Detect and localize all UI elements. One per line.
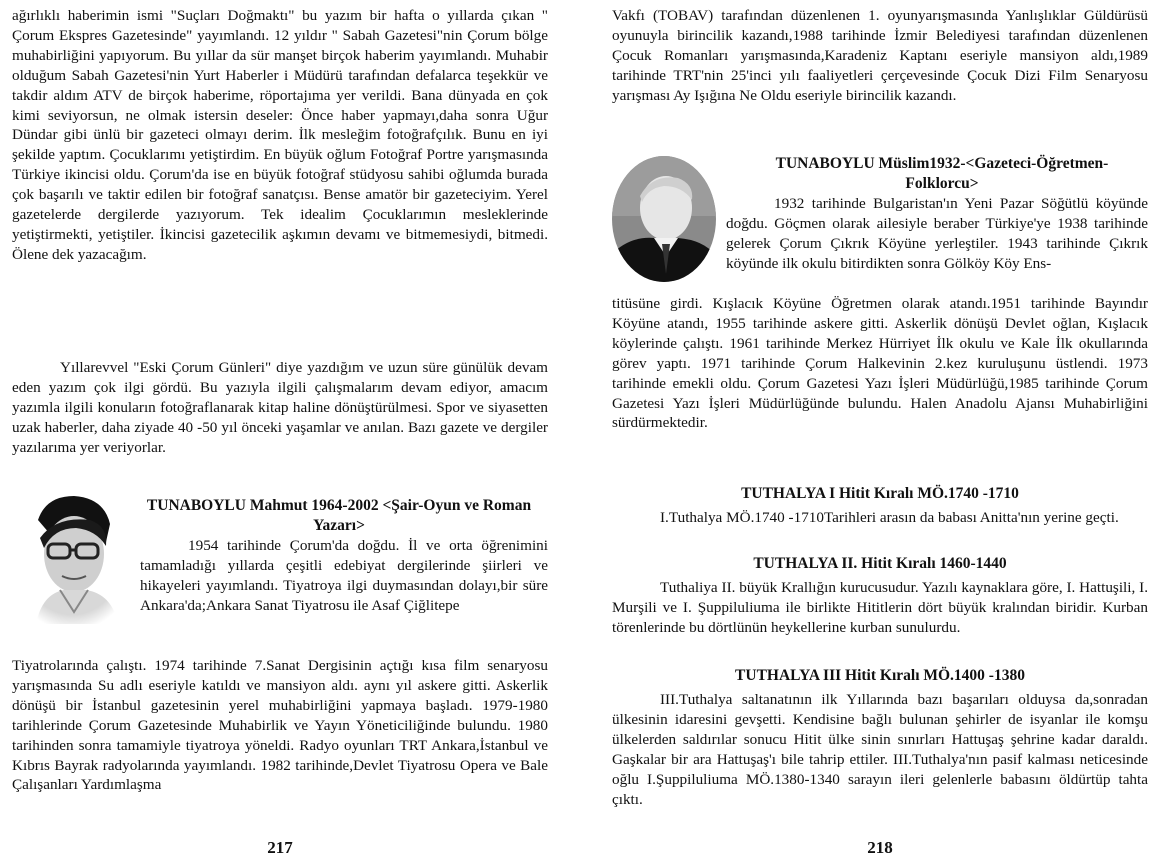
tuthalya-3-heading: TUTHALYA III Hitit Kıralı MÖ.1400 -1380 (735, 667, 1025, 684)
intro-paragraph-right: Vakfı (TOBAV) tarafından düzenlenen 1. oyunyarışmasında Yanlışlıklar Güldürüsü oyunuyla birincilik kazandı,1988 tarihinde İzmir Belediyesi tarafından düzenlenen Çocuk Romanları yarışmasında,Karadeniz Kaptanı eseriyle mansiyon aldı,1989 tarihinde TRT'nin 25'inci yılı faaliyetleri çerçevesinde Çocuk Dizi Film Senaryosu yarışması Ay Işığına Ne Oldu eseriyle birincilik kazandı. (612, 7, 1148, 104)
entry-heading-muslim: TUNABOYLU Müslim1932-<Gazeteci-Öğretmen-Folklorcu> (775, 155, 1109, 192)
entry-heading-mahmut: TUNABOYLU Mahmut 1964-2002 <Şair-Oyun ve Roman Yazarı> (146, 497, 532, 534)
right-page (612, 0, 1148, 868)
tuthalya-1-heading: TUTHALYA I Hitit Kıralı MÖ.1740 -1710 (741, 485, 1019, 502)
page-number-left: 217 (267, 838, 293, 857)
portrait-muslim-photo (612, 156, 716, 282)
tuthalya-2-text: Tuthaliya II. büyük Krallığın kurucusudur. Yazılı kaynaklara göre, I. Hattuşili, I. Murşili ve I. Şuppiluliuma ile birlikte Hititlerin dört büyük kralından biridir. Kurban törenlerinde bu dörtlünün heykellerine kurban sunulurdu. (612, 579, 1148, 636)
page-number-right: 218 (867, 838, 893, 857)
tuthalya-3-text: III.Tuthalya saltanatının ilk Yıllarında bazı başarıları olduysa da,sonradan ülkesinin idaresini gevşetti. Kendisine bağlı bulunan şehirler de isyanlar ile komşu ülkelerden saldırılar sonucu Hitit ülke sinin sınırları Hattuşaş şehrine kadar daraldı. Gaşkalar bir ara Hattuşaş'ı bile tahrip ettiler. III.Tuthalya'nın pasif kalması neticesinde oğlu I.Şuppiluliuma MÖ.1380-1340 sarayın ileri gelenlerle babasını öldürtüp tahta çıktı. (612, 691, 1148, 808)
intro-paragraph-2: Yıllarevvel "Eski Çorum Günleri" diye yazdığım ve uzun süre günülük devam eden yazım çok ilgi gördü. Bu yazıyla ilgili çalışmalarım devam ediyor, amacım yazımla ilgili konuların fotoğraflanarak kitap haline dönüştürülmesi. Spor ve siyasetten uzak haberler, daha ziyade 40 -50 yıl önceki yaşamlar ve anılan. Bazı gazete ve dergiler yazılarıma yer veriyorlar. (12, 359, 548, 456)
tuthalya-2-heading: TUTHALYA II. Hitit Kıralı 1460-1440 (753, 555, 1007, 572)
entry-text-below-right: titüsüne girdi. Kışlacık Köyüne Öğretmen olarak atandı.1951 tarihinde Bayındır Köyüne atandı, 1955 tarihinde askere gitti. Askerlik dönüşü Devlet oğlan, Kışlacık köylerinde çalıştı. 1961 tarihinde Merkez Hürriyet İlk okulu ve Kale İlk okullarında görev yaptı. 1971 tarihinde Çorum Halkevinin 2.kez kuruluşunu üstlendi. 1973 tarihinde emekli oldu. Çorum Gazetesi Yazı İşleri Müdürlüğü,1985 tarihinde Çorum Gazetesi Yazı İşleri Müdürlüğünde bulundu. Halen Anadolu Ajansı Muhabirliğini sürdürmektedir. (612, 295, 1148, 432)
entry-text-beside-photo-right: 1932 tarihinde Bulgaristan'ın Yeni Pazar Söğütlü köyünde doğdu. Göçmen olarak ailesiyle beraber Türkiye'ye 1938 tarihinde gelerek Çorum Çıkrık Köyüne yerleştiler. 1943 tarihinde Çıkrık köyünde ilk okulu bitirdikten sonra Gölköy Köy Ens- (726, 195, 1148, 272)
left-page (12, 0, 548, 868)
entry-text-below: Tiyatrolarında çalıştı. 1974 tarihinde 7.Sanat Dergisinin açtığı kısa film senaryosu yarışmasında Su adlı eseriyle katıldı ve mansiyon aldı. aynı yıl askere gitti. Askerlik dönüşü bir İstanbul gazetesinin yerel muhabirliğini yapmaya başladı. 1979-1980 tarihlerinde Çorum Gazetesinde Muhabirlik ve Yayın Yöneticiliğinde bulundu. 1980 tarihinden sonra tamamiyle tiyatroya yöneldi. Radyo oyunları TRT Ankara,İstanbul ve Kıbrıs Bayrak radyolarında yayımlandı. 1982 tarihinde,Devlet Tiyatrosu Opera ve Bale Çalışanları Yardımlaşma (12, 657, 548, 794)
tuthalya-1-text: I.Tuthalya MÖ.1740 -1710Tarihleri arasın da babası Anitta'nın yerine geçti. (660, 509, 1119, 526)
portrait-mahmut-photo (16, 490, 128, 624)
entry-text-beside-photo: 1954 tarihinde Çorum'da doğdu. İl ve orta öğrenimini tamamladığı yıllarda çeşitli edebiyat dergilerinde şiirleri ve hikayeleri yayımlandı. Tiyatroya ilgi duymasından dolayı,bir süre Ankara'da;Ankara Sanat Tiyatrosu ile Asaf Çiğlitepe (140, 537, 548, 614)
intro-paragraph: ağırlıklı haberimin ismi "Suçları Doğmaktı" bu yazım bir hafta o yıllarda çıkan " Çorum Ekspres Gazetesinde" yayımlandı. 12 yıldır " Sabah Gazetesi"nin Çorum bölge muhabirliğini yapıyorum. Bu yıllar da sür manşet birçok haberim yayımlandı. Muhabir olduğum Sabah Gazetesi'nin Yurt Haberler i Müdürü tarafından defalarca teşekkür ve takdir aldım ATV de birçok haberime, röportajıma yer verildi. Bana dünyada en çok kimi seviyorsun, ne olmak istersin deseler: Önce haber yapmayı,daha sonra Uğur Dündar gibi ünlü bir gazeteci olmayı derim. İlk mesleğim fotoğrafçılık. Bunu en iyi şekilde yaptım. Çocuklarımı yetiştirdim. En büyük oğlum Fotoğraf Portre yarışmasında Türkiye ikincisi oldu. Çorum'da ise en büyük fotoğraf stüdyosu sahibi oğlumda burada çok başarılı ve taktir edilen bir fotoğraf sanatçısı. Bense amatör bir gazeteciyim. Yerel gazetelerde dergilerde yazıyorum. Tek idealim Çocuklarımın mesleklerinde yetiştirmekti, yetiştiler. İkincisi gazetecilik aşkımın devamı ve bitmemesiydi, bitmedi. Ölene dek yazacağım. (12, 7, 548, 263)
